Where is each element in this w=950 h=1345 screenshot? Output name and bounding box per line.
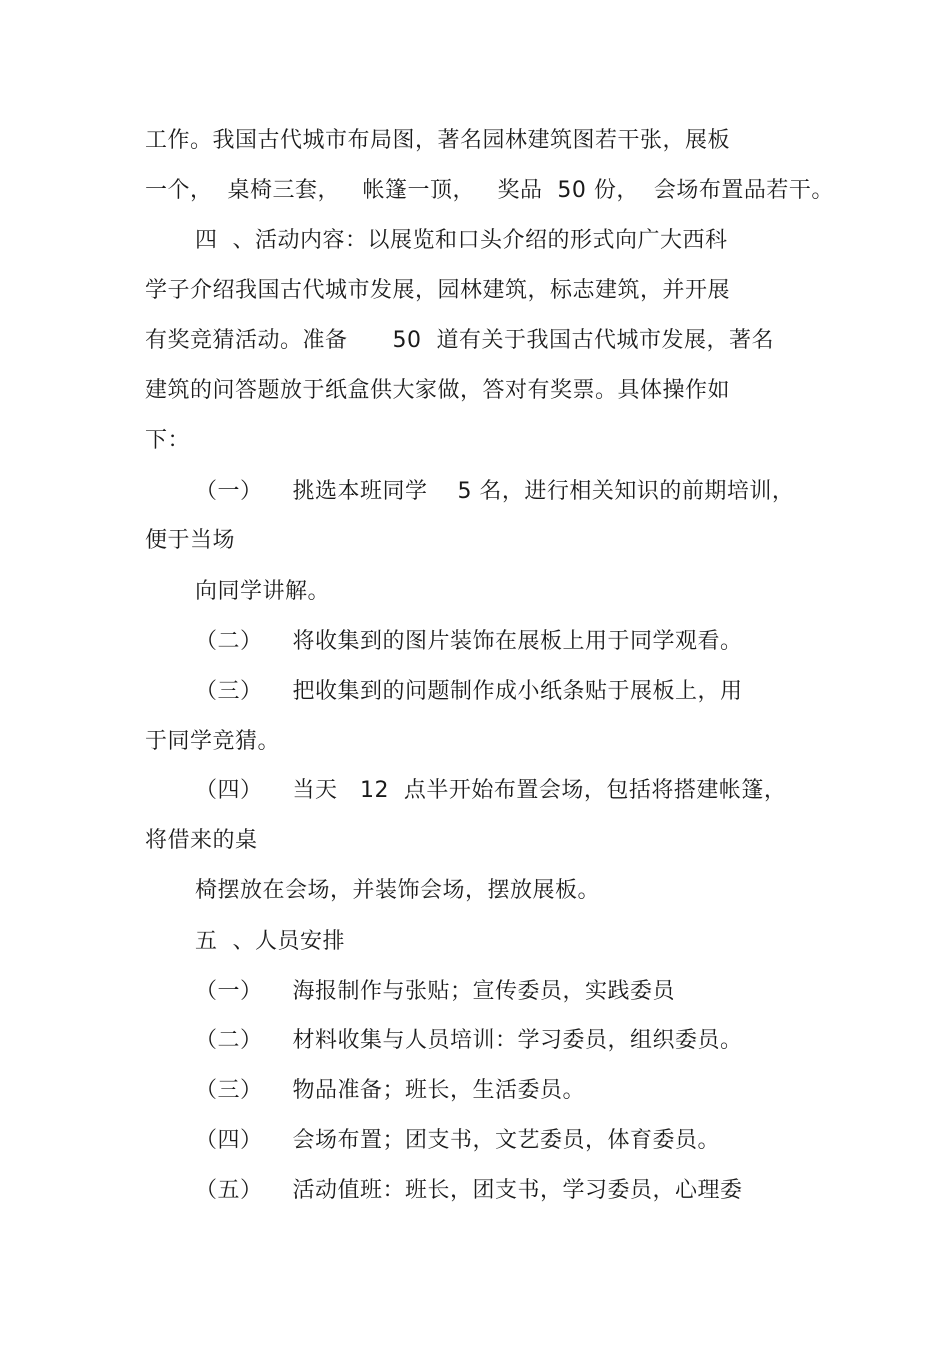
text-line-15: 将借来的桌 <box>145 828 258 853</box>
text-line-7: 下： <box>145 428 191 453</box>
text-line-10: 向同学讲解。 <box>195 579 331 604</box>
text-line-1: 工作。我国古代城市布局图，著名园林建筑图若干张，展板 <box>145 128 731 153</box>
text-line-9: 便于当场 <box>145 528 236 553</box>
text-line-5: 有奖竞猜活动。准备 50 道有关于我国古代城市发展，著名 <box>145 328 774 353</box>
staff-item-4: （四） 会场布置；团支书，文艺委员，体育委员。 <box>195 1128 720 1153</box>
text-line-2: 一个， 桌椅三套， 帐篷一顶， 奖品 50 份， 会场布置品若干。 <box>145 178 834 203</box>
staff-item-2: （二） 材料收集与人员培训：学习委员，组织委员。 <box>195 1028 743 1053</box>
list-item-2: （二） 将收集到的图片装饰在展板上用于同学观看。 <box>195 629 743 654</box>
list-item-1: （一） 挑选本班同学 5 名，进行相关知识的前期培训， <box>195 479 795 504</box>
section-4-heading: 四 、活动内容：以展览和口头介绍的形式向广大西科 <box>195 228 728 253</box>
text-line-4: 学子介绍我国古代城市发展，园林建筑，标志建筑，并开展 <box>145 278 731 303</box>
staff-item-1: （一） 海报制作与张贴；宣传委员，实践委员 <box>195 979 675 1004</box>
text-line-13: 于同学竞猜。 <box>145 729 281 754</box>
text-line-6: 建筑的问答题放于纸盒供大家做，答对有奖票。具体操作如 <box>145 378 731 403</box>
list-item-4: （四） 当天 12 点半开始布置会场，包括将搭建帐篷， <box>195 778 787 803</box>
staff-item-3: （三） 物品准备；班长，生活委员。 <box>195 1078 585 1103</box>
staff-item-5: （五） 活动值班：班长，团支书，学习委员，心理委 <box>195 1178 743 1203</box>
section-5-heading: 五 、人员安排 <box>195 929 345 954</box>
text-line-16: 椅摆放在会场，并装饰会场，摆放展板。 <box>195 878 601 903</box>
list-item-3: （三） 把收集到的问题制作成小纸条贴于展板上，用 <box>195 679 743 704</box>
